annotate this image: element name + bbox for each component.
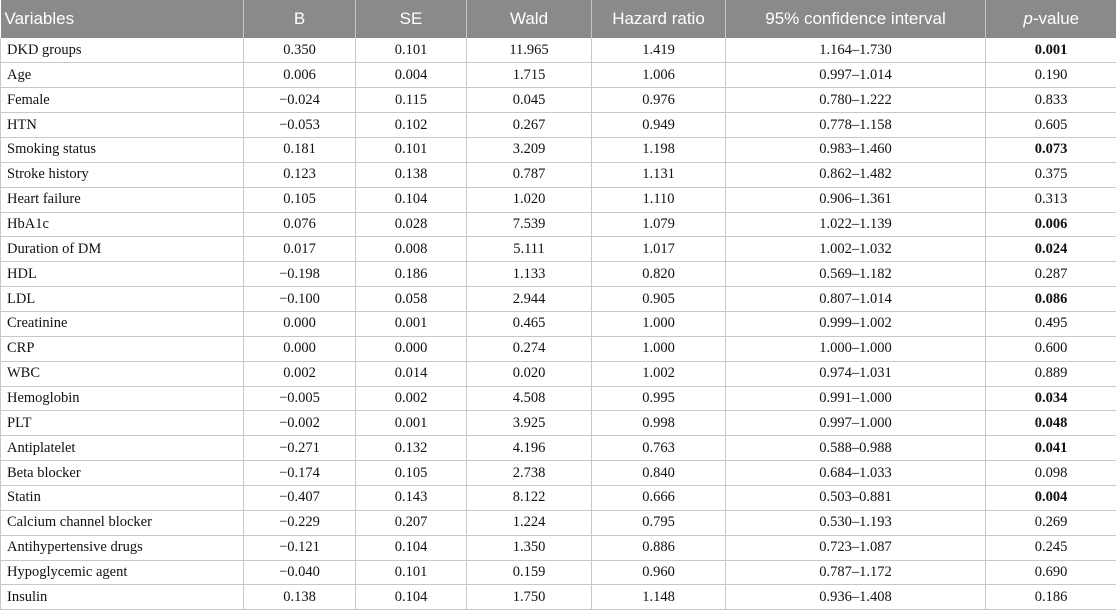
table-row [1,461,1116,486]
ci-cell: 0.997–1.014 [726,63,986,88]
table-row [1,212,1116,237]
hazard-ratio-cell: 0.976 [592,88,726,113]
wald-cell: 0.267 [467,113,592,138]
se-cell: 0.102 [356,113,467,138]
se-cell: 0.104 [356,585,467,610]
wald-cell: 1.750 [467,585,592,610]
wald-cell: 0.020 [467,361,592,386]
table-row [1,361,1116,386]
p-value-cell: 0.098 [986,461,1116,486]
se-cell: 0.132 [356,436,467,461]
ci-cell: 1.000–1.000 [726,336,986,361]
ci-cell: 0.997–1.000 [726,411,986,436]
b-cell: 0.006 [244,63,356,88]
p-value-cell: 0.073 [986,137,1116,162]
variable-cell: HDL [1,262,244,287]
wald-cell: 4.196 [467,436,592,461]
table-row [1,63,1116,88]
ci-cell: 0.588–0.988 [726,436,986,461]
table-row [1,436,1116,461]
b-cell: 0.181 [244,137,356,162]
ci-cell: 0.778–1.158 [726,113,986,138]
se-cell: 0.028 [356,212,467,237]
hazard-ratio-cell: 0.905 [592,287,726,312]
p-value-cell: 0.006 [986,212,1116,237]
variable-cell: Antihypertensive drugs [1,535,244,560]
ci-cell: 0.723–1.087 [726,535,986,560]
wald-cell: 4.508 [467,386,592,411]
hazard-ratio-cell: 1.017 [592,237,726,262]
se-cell: 0.138 [356,162,467,187]
table-header [1,0,1116,38]
variable-cell: WBC [1,361,244,386]
p-value-cell: 0.833 [986,88,1116,113]
b-cell: 0.000 [244,336,356,361]
hazard-ratio-cell: 1.110 [592,187,726,212]
se-cell: 0.143 [356,485,467,510]
hazard-ratio-cell: 1.198 [592,137,726,162]
se-cell: 0.000 [356,336,467,361]
p-value-cell: 0.313 [986,187,1116,212]
b-cell: 0.076 [244,212,356,237]
ci-cell: 1.022–1.139 [726,212,986,237]
se-cell: 0.105 [356,461,467,486]
hazard-ratio-cell: 1.006 [592,63,726,88]
b-cell: −0.407 [244,485,356,510]
ci-cell: 0.999–1.002 [726,311,986,336]
hazard-ratio-cell: 1.419 [592,38,726,63]
variable-cell: HTN [1,113,244,138]
se-cell: 0.001 [356,411,467,436]
variable-cell: Smoking status [1,137,244,162]
p-value-cell: 0.048 [986,411,1116,436]
hazard-ratio-cell: 0.820 [592,262,726,287]
variable-cell: DKD groups [1,38,244,63]
p-value-cell: 0.001 [986,38,1116,63]
p-value-cell: 0.190 [986,63,1116,88]
hazard-ratio-cell: 1.000 [592,311,726,336]
ci-cell: 0.780–1.222 [726,88,986,113]
ci-cell: 0.983–1.460 [726,137,986,162]
p-value-cell: 0.605 [986,113,1116,138]
b-cell: 0.350 [244,38,356,63]
variable-cell: Hemoglobin [1,386,244,411]
b-cell: 0.123 [244,162,356,187]
variable-cell: Heart failure [1,187,244,212]
p-value-cell: 0.690 [986,560,1116,585]
header-b: B [244,0,356,38]
table-row [1,287,1116,312]
ci-cell: 0.862–1.482 [726,162,986,187]
table-row [1,560,1116,585]
wald-cell: 0.465 [467,311,592,336]
header-row [1,0,1116,38]
table-row [1,485,1116,510]
se-cell: 0.058 [356,287,467,312]
p-value-cell: 0.186 [986,585,1116,610]
wald-cell: 3.209 [467,137,592,162]
header-hazard-ratio: Hazard ratio [592,0,726,38]
variable-cell: PLT [1,411,244,436]
variable-cell: Insulin [1,585,244,610]
wald-cell: 2.944 [467,287,592,312]
se-cell: 0.115 [356,88,467,113]
se-cell: 0.001 [356,311,467,336]
ci-cell: 0.787–1.172 [726,560,986,585]
header-se: SE [356,0,467,38]
se-cell: 0.014 [356,361,467,386]
table-row [1,411,1116,436]
variable-cell: Hypoglycemic agent [1,560,244,585]
wald-cell: 0.045 [467,88,592,113]
ci-cell: 0.503–0.881 [726,485,986,510]
header-wald: Wald [467,0,592,38]
se-cell: 0.104 [356,535,467,560]
table-row [1,262,1116,287]
b-cell: −0.040 [244,560,356,585]
table-body [1,38,1116,610]
variable-cell: Age [1,63,244,88]
p-value-cell: 0.086 [986,287,1116,312]
p-value-cell: 0.375 [986,162,1116,187]
p-value-cell: 0.287 [986,262,1116,287]
variable-cell: Duration of DM [1,237,244,262]
header-variables: Variables [1,0,244,38]
b-cell: 0.138 [244,585,356,610]
hazard-ratio-cell: 0.995 [592,386,726,411]
se-cell: 0.101 [356,137,467,162]
p-value-cell: 0.041 [986,436,1116,461]
p-value-cell: 0.269 [986,510,1116,535]
variable-cell: Female [1,88,244,113]
b-cell: −0.005 [244,386,356,411]
se-cell: 0.002 [356,386,467,411]
se-cell: 0.104 [356,187,467,212]
ci-cell: 0.807–1.014 [726,287,986,312]
table-row [1,510,1116,535]
wald-cell: 7.539 [467,212,592,237]
p-value-cell: 0.024 [986,237,1116,262]
b-cell: −0.024 [244,88,356,113]
b-cell: −0.100 [244,287,356,312]
hazard-ratio-cell: 1.000 [592,336,726,361]
hazard-ratio-cell: 0.886 [592,535,726,560]
variable-cell: Stroke history [1,162,244,187]
hazard-ratio-cell: 1.148 [592,585,726,610]
variable-cell: Antiplatelet [1,436,244,461]
b-cell: 0.105 [244,187,356,212]
p-value-cell: 0.889 [986,361,1116,386]
table-row [1,38,1116,63]
ci-cell: 0.684–1.033 [726,461,986,486]
variable-cell: Beta blocker [1,461,244,486]
p-value-cell: 0.004 [986,485,1116,510]
p-value-cell: 0.245 [986,535,1116,560]
b-cell: −0.271 [244,436,356,461]
wald-cell: 3.925 [467,411,592,436]
wald-cell: 8.122 [467,485,592,510]
table-row [1,585,1116,610]
table-row [1,535,1116,560]
table-row [1,113,1116,138]
wald-cell: 1.715 [467,63,592,88]
table-row [1,311,1116,336]
wald-cell: 2.738 [467,461,592,486]
hazard-ratio-cell: 0.666 [592,485,726,510]
ci-cell: 0.974–1.031 [726,361,986,386]
se-cell: 0.207 [356,510,467,535]
header-confidence-interval: 95% confidence interval [726,0,986,38]
ci-cell: 1.164–1.730 [726,38,986,63]
p-value-cell: 0.034 [986,386,1116,411]
se-cell: 0.101 [356,560,467,585]
wald-cell: 1.350 [467,535,592,560]
b-cell: −0.121 [244,535,356,560]
variable-cell: CRP [1,336,244,361]
ci-cell: 0.936–1.408 [726,585,986,610]
wald-cell: 11.965 [467,38,592,63]
p-value-cell: 0.495 [986,311,1116,336]
variable-cell: LDL [1,287,244,312]
table-row [1,162,1116,187]
variable-cell: Creatinine [1,311,244,336]
ci-cell: 0.530–1.193 [726,510,986,535]
table-row [1,187,1116,212]
wald-cell: 1.133 [467,262,592,287]
hazard-ratio-cell: 0.998 [592,411,726,436]
header-p-value [986,0,1116,38]
wald-cell: 1.224 [467,510,592,535]
table-row [1,137,1116,162]
b-cell: 0.000 [244,311,356,336]
b-cell: −0.174 [244,461,356,486]
b-cell: −0.198 [244,262,356,287]
se-cell: 0.004 [356,63,467,88]
wald-cell: 5.111 [467,237,592,262]
se-cell: 0.186 [356,262,467,287]
table-row [1,336,1116,361]
wald-cell: 1.020 [467,187,592,212]
hazard-ratio-cell: 0.949 [592,113,726,138]
p-value-cell: 0.600 [986,336,1116,361]
hazard-ratio-cell: 0.795 [592,510,726,535]
se-cell: 0.008 [356,237,467,262]
b-cell: 0.017 [244,237,356,262]
hazard-ratio-cell: 0.840 [592,461,726,486]
variable-cell: Calcium channel blocker [1,510,244,535]
header-p-suffix: -value [1032,9,1080,28]
hazard-ratio-cell: 1.079 [592,212,726,237]
wald-cell: 0.787 [467,162,592,187]
hazard-ratio-cell: 0.960 [592,560,726,585]
hazard-ratio-cell: 0.763 [592,436,726,461]
se-cell: 0.101 [356,38,467,63]
b-cell: 0.002 [244,361,356,386]
ci-cell: 0.906–1.361 [726,187,986,212]
table-row [1,386,1116,411]
wald-cell: 0.274 [467,336,592,361]
ci-cell: 1.002–1.032 [726,237,986,262]
hazard-ratio-cell: 1.131 [592,162,726,187]
b-cell: −0.229 [244,510,356,535]
wald-cell: 0.159 [467,560,592,585]
variable-cell: HbA1c [1,212,244,237]
hazard-ratio-cell: 1.002 [592,361,726,386]
header-p-italic: p [1023,9,1033,28]
table-row [1,237,1116,262]
ci-cell: 0.569–1.182 [726,262,986,287]
table-row [1,88,1116,113]
b-cell: −0.002 [244,411,356,436]
b-cell: −0.053 [244,113,356,138]
ci-cell: 0.991–1.000 [726,386,986,411]
variable-cell: Statin [1,485,244,510]
